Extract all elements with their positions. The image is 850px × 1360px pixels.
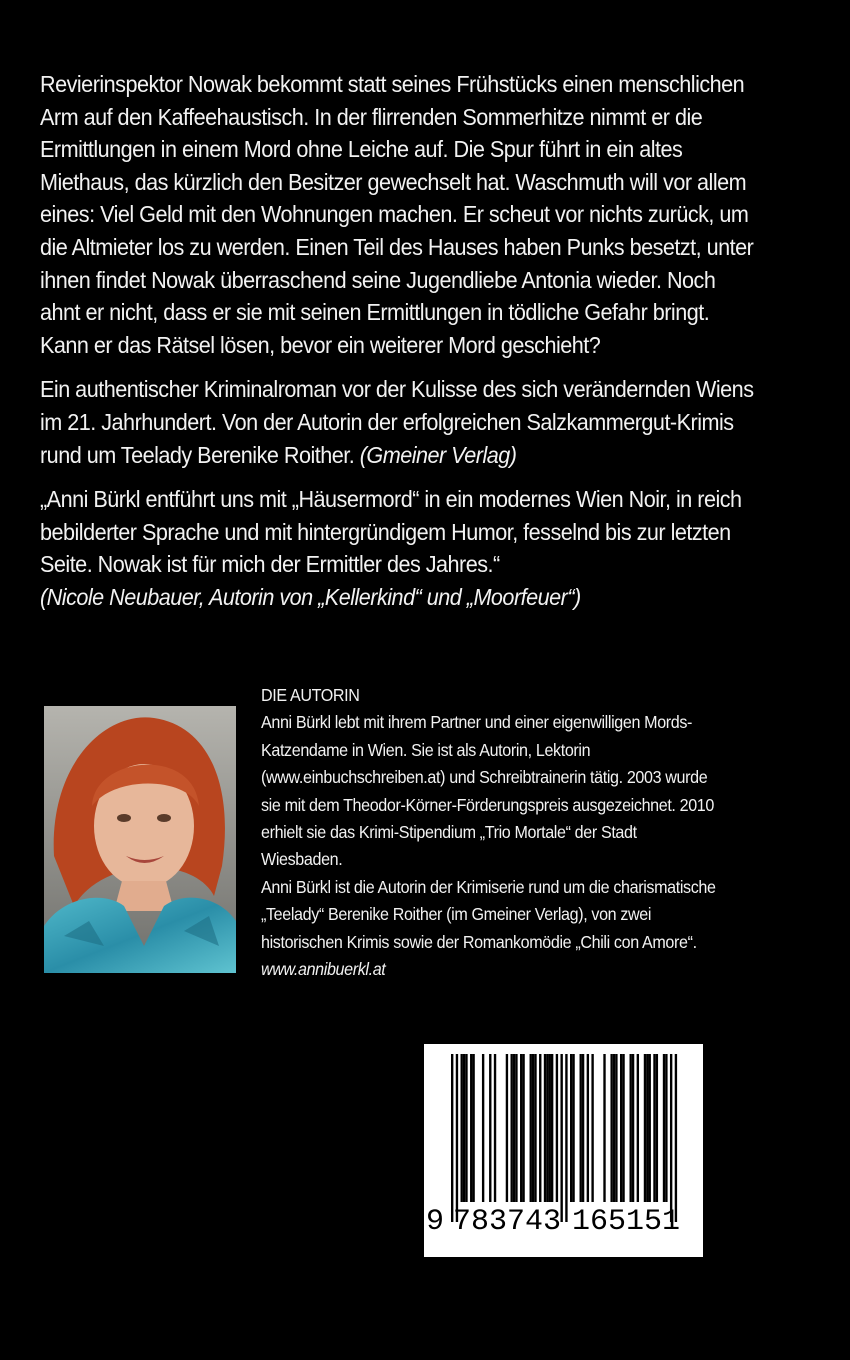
barcode-bar	[532, 1054, 534, 1202]
quote-text: „Anni Bürkl entführt uns mit „Häusermord“ in ein modernes Wien Noir, in reich bebilderter Sprache und mit hintergründigem Humor, fesselnd bis zur letzten Seite. Nowak ist für mich der Ermittler des Jahres.“	[40, 486, 742, 578]
barcode-guard-bar	[456, 1054, 458, 1222]
barcode-bar	[515, 1054, 517, 1202]
isbn-digit: 6	[590, 1205, 609, 1239]
barcode-guard-bar	[560, 1054, 562, 1222]
barcode-bar	[665, 1054, 667, 1202]
barcode-guard-bar	[670, 1054, 672, 1222]
synopsis-paragraph: Revierinspektor Nowak bekommt statt seines Frühstücks einen menschlichen Arm auf den Kaffeehaustisch. In der flirrenden Sommerhitze nimmt er die Ermittlungen in einem Mord ohne Leiche auf. Die Spur führt in ein altes Miethaus, das kürzlich den Besitzer gewechselt hat. Waschmuth will vor allem eines: Viel Geld mit den Wohnungen machen. Er scheut vor nichts zurück, um die Altmieter los zu werden. Einen Teil des Hauses haben Punks besetzt, unter ihnen findet Nowak überraschend seine Jugendliebe Antonia wieder. Noch ahnt er nicht, dass er sie mit seinen Ermittlungen in tödliche Gefahr bringt. Kann er das Rätsel lösen, bevor ein weiterer Mord geschieht?	[40, 71, 754, 358]
barcode-bar	[610, 1054, 612, 1202]
barcode-bar	[630, 1054, 632, 1202]
barcode-guard-bar	[451, 1054, 453, 1222]
isbn-digit: 7	[453, 1205, 472, 1239]
barcode-bar	[582, 1054, 584, 1202]
barcode-bar	[463, 1054, 465, 1202]
barcode-bar	[494, 1054, 496, 1202]
barcode-bar	[556, 1054, 558, 1202]
review-quote	[40, 483, 754, 613]
barcode-bar	[522, 1054, 524, 1202]
author-photo	[44, 706, 236, 973]
barcode-bar	[637, 1054, 639, 1202]
barcode-bar	[620, 1054, 622, 1202]
isbn-barcode	[424, 1044, 703, 1257]
barcode-bar	[572, 1054, 574, 1202]
barcode-bar	[520, 1054, 522, 1202]
barcode-bar	[653, 1054, 655, 1202]
barcode-bar	[470, 1054, 472, 1202]
barcode-bar	[482, 1054, 484, 1202]
isbn-digit: 9	[426, 1205, 445, 1239]
isbn-digit: 7	[507, 1205, 526, 1239]
barcode-bar	[489, 1054, 491, 1202]
barcode-bar	[646, 1054, 648, 1202]
barcode-bar	[656, 1054, 658, 1202]
barcode-bar	[649, 1054, 651, 1202]
isbn-digit: 1	[572, 1205, 591, 1239]
isbn-digit: 1	[662, 1205, 681, 1239]
isbn-digit: 3	[543, 1205, 562, 1239]
barcode-guard-bar	[565, 1054, 567, 1222]
author-heading: DIE AUTORIN	[261, 685, 360, 705]
barcode-bar	[570, 1054, 572, 1202]
barcode-bar	[461, 1054, 463, 1202]
barcode-bar	[644, 1054, 646, 1202]
barcode-bar	[587, 1054, 589, 1202]
description-text: Ein authentischer Kriminalroman vor der Kulisse des sich verändernden Wiens im 21. Jahrhundert. Von der Autorin der erfolgreichen Salzkammergut-Krimis rund um Teelady Berenike Roither.	[40, 376, 754, 468]
isbn-digit: 5	[608, 1205, 627, 1239]
author-section	[261, 682, 721, 983]
barcode-bar	[615, 1054, 617, 1202]
barcode-bar	[603, 1054, 605, 1202]
barcode-bar	[544, 1054, 546, 1202]
barcode-bar	[613, 1054, 615, 1202]
barcode-bar	[506, 1054, 508, 1202]
barcode-bar	[539, 1054, 541, 1202]
description-paragraph	[40, 373, 754, 471]
back-cover-blurb	[40, 68, 754, 626]
barcode-bar	[534, 1054, 536, 1202]
quote-source: (Nicole Neubauer, Autorin von „Kellerkind“ und „Moorfeuer“)	[40, 583, 581, 610]
barcode-bar	[549, 1054, 551, 1202]
barcode-bar	[546, 1054, 548, 1202]
barcode-bar	[591, 1054, 593, 1202]
author-bio: Anni Bürkl lebt mit ihrem Partner und einer eigenwilligen Mords-Katzendame in Wien. Sie ist als Autorin, Lektorin (www.einbuchschreiben.at) und Schreibtrainerin tätig. 2003 wurde sie mit dem Theodor-Körner-Förderungspreis ausgezeichnet. 2010 erhielt sie das Krimi-Stipendium „Trio Mortale“ der Stadt Wiesbaden.	[261, 712, 714, 870]
barcode-bar	[551, 1054, 553, 1202]
publisher-credit: (Gmeiner Verlag)	[359, 441, 517, 468]
isbn-digit: 4	[525, 1205, 544, 1239]
author-website: www.annibuerkl.at	[261, 959, 386, 980]
barcode-bar	[472, 1054, 474, 1202]
isbn-digit: 8	[471, 1205, 490, 1239]
isbn-digit: 1	[626, 1205, 645, 1239]
barcode-bar	[632, 1054, 634, 1202]
author-bio-series: Anni Bürkl ist die Autorin der Krimiserie rund um die charismatische „Teelady“ Berenike Roither (im Gmeiner Verlag), von zwei historischen Krimis sowie der Romankomödie „Chili con Amore“.	[261, 876, 716, 952]
barcode-bar	[663, 1054, 665, 1202]
isbn-digits	[424, 1202, 703, 1242]
isbn-digit: 3	[489, 1205, 508, 1239]
barcode-bar	[513, 1054, 515, 1202]
barcode-bar	[580, 1054, 582, 1202]
barcode-guard-bar	[675, 1054, 677, 1222]
barcode-bar	[530, 1054, 532, 1202]
barcode-bar	[622, 1054, 624, 1202]
isbn-digit: 5	[644, 1205, 663, 1239]
barcode-bar	[511, 1054, 513, 1202]
barcode-bar	[465, 1054, 467, 1202]
